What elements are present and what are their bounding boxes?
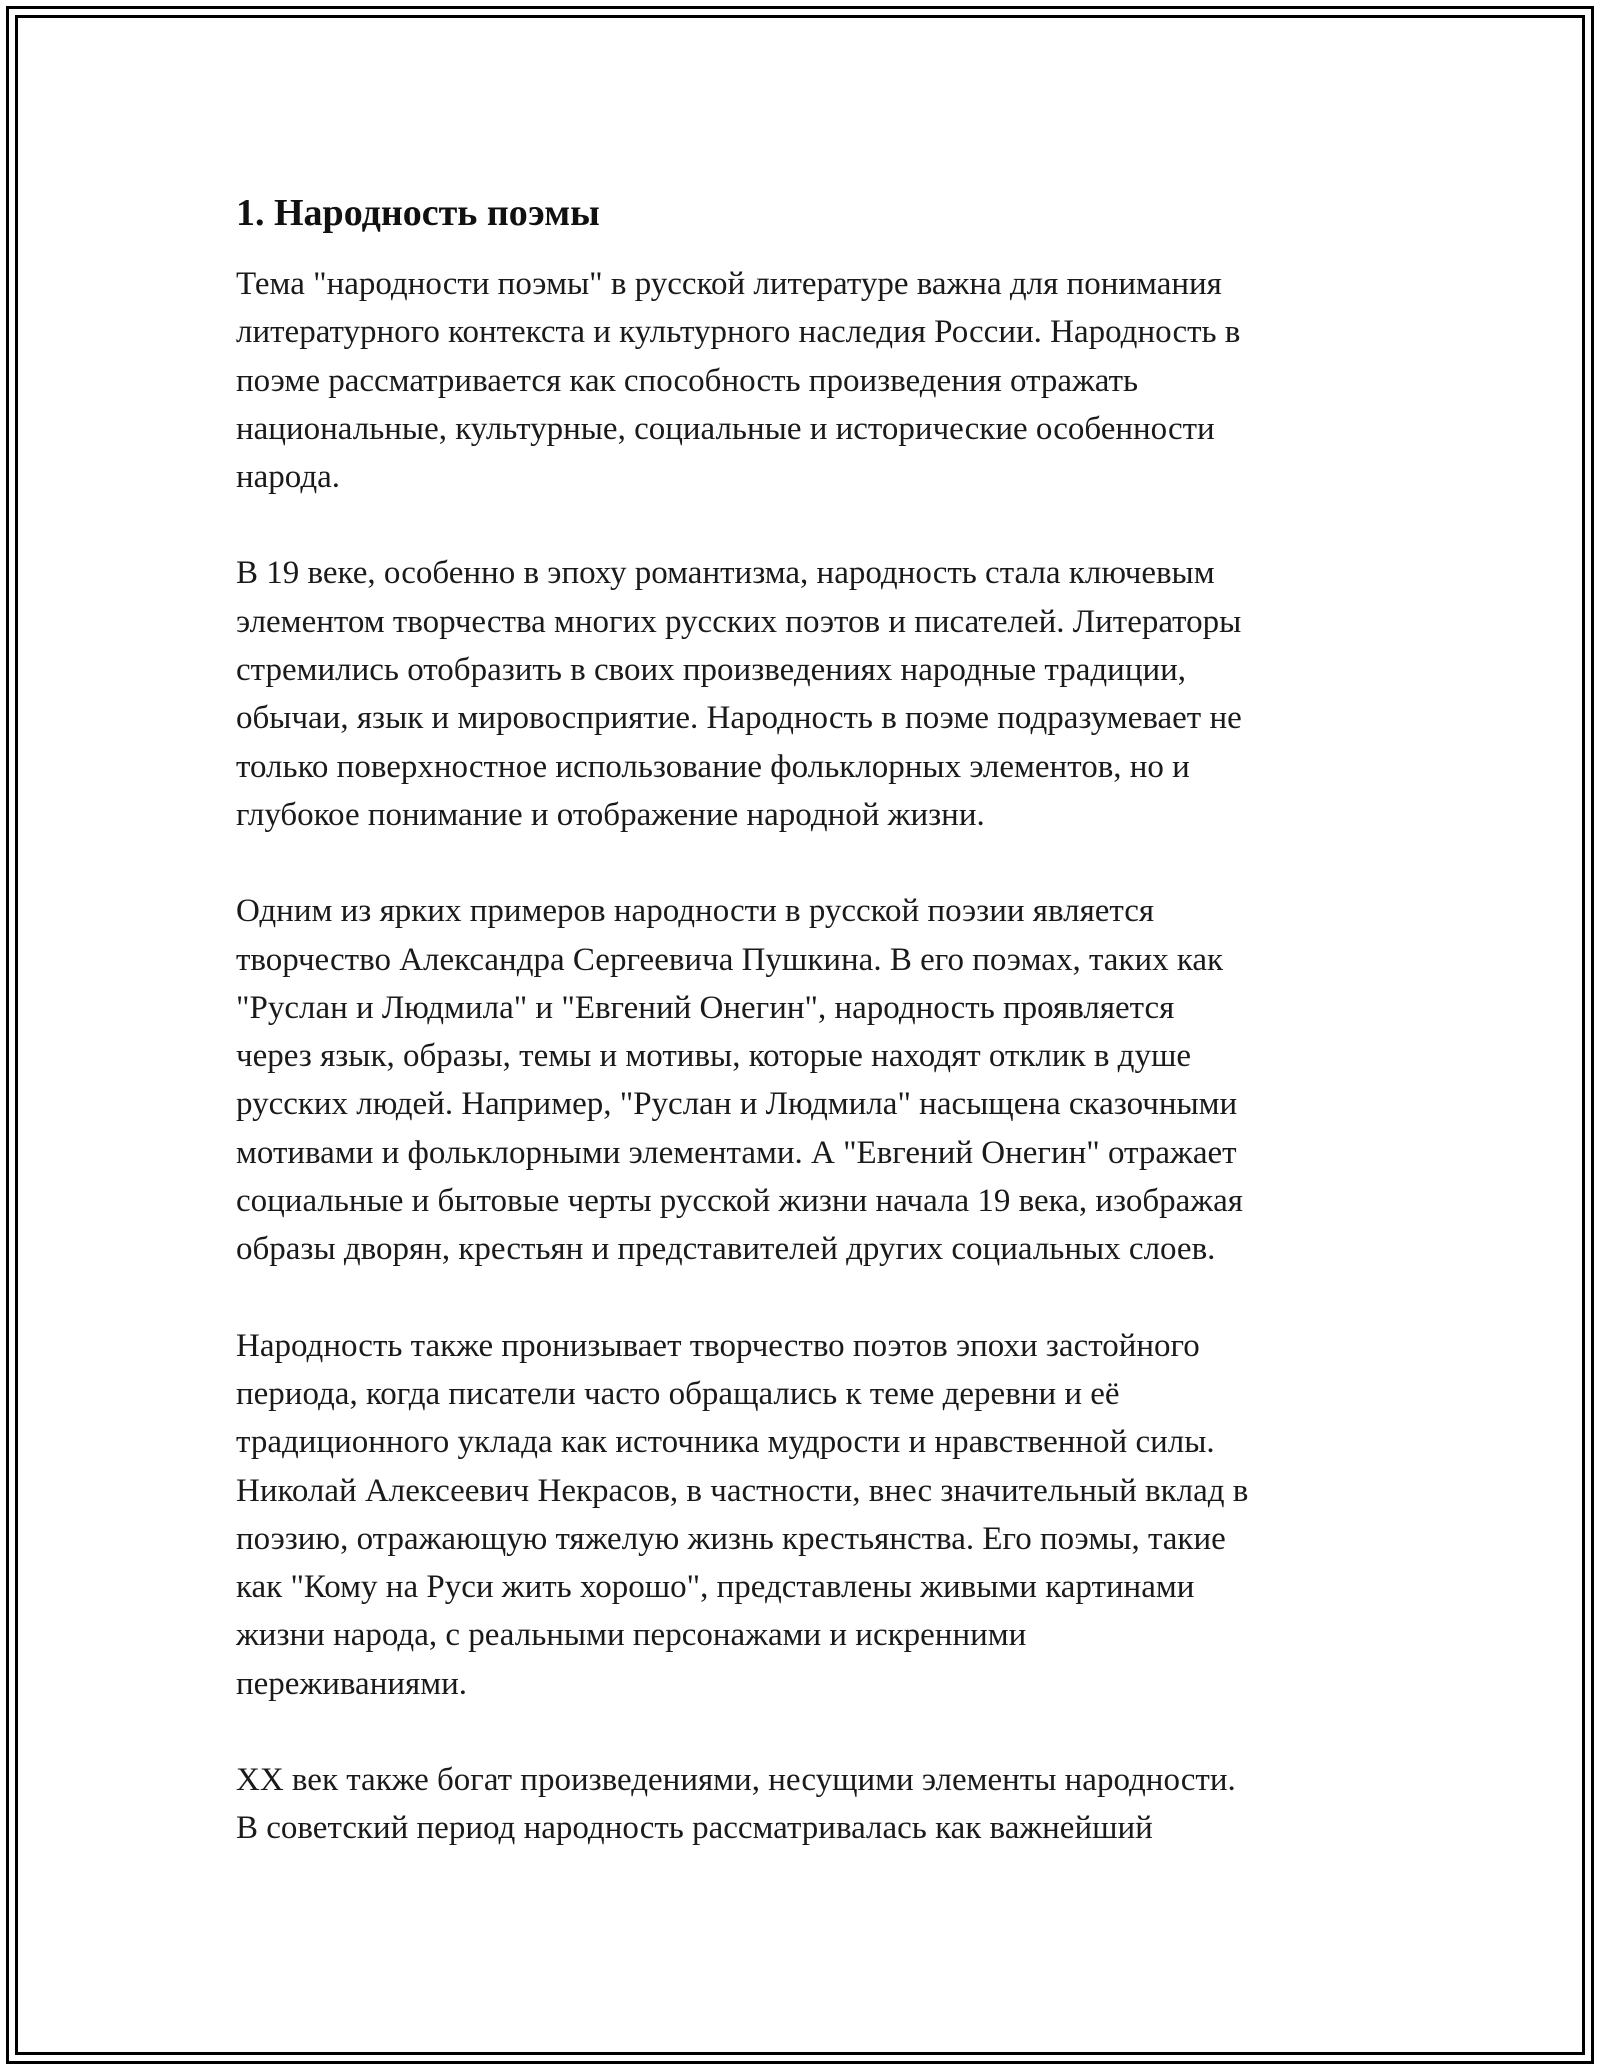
document-body: [236, 188, 1396, 1901]
text-line: XX век также богат произведениями, несущими элементы народности.: [236, 1762, 1236, 1799]
text-line: социальные и бытовые черты русской жизни начала 19 века, изображая: [236, 1183, 1243, 1220]
text-line: элементом творчества многих русских поэтов и писателей. Литераторы: [236, 603, 1242, 640]
text-line: переживаниями.: [236, 1665, 467, 1702]
text-line: жизни народа, с реальными персонажами и искренними: [236, 1617, 1027, 1654]
text-line: образы дворян, крестьян и представителей других социальных слоев.: [236, 1231, 1216, 1268]
text-line: "Руслан и Людмила" и "Евгений Онегин", народность проявляется: [236, 989, 1175, 1026]
paragraph-5: [236, 1756, 1396, 1853]
text-line: глубокое понимание и отображение народной жизни.: [236, 796, 985, 833]
text-line: обычаи, язык и мировосприятие. Народность в поэме подразумевает не: [236, 700, 1242, 737]
text-line: В советский период народность рассматривалась как важнейший: [236, 1810, 1153, 1847]
text-line: как "Кому на Руси жить хорошо", представлены живыми картинами: [236, 1569, 1195, 1606]
text-line: только поверхностное использование фольклорных элементов, но и: [236, 748, 1190, 785]
text-line: литературного контекста и культурного наследия России. Народность в: [236, 314, 1241, 351]
text-line: Николай Алексеевич Некрасов, в частности, внес значительный вклад в: [236, 1472, 1249, 1509]
text-line: Тема "народности поэмы" в русской литературе важна для понимания: [236, 266, 1222, 302]
text-line: поэзию, отражающую тяжелую жизнь крестьянства. Его поэмы, такие: [236, 1520, 1226, 1557]
paragraph-3: [236, 887, 1396, 1273]
paragraph-4: [236, 1322, 1396, 1708]
paragraph-1: [236, 260, 1396, 501]
text-line: русских людей. Например, "Руслан и Людмила" насыщена сказочными: [236, 1086, 1238, 1123]
text-line: периода, когда писатели часто обращались к теме деревни и её: [236, 1375, 1120, 1412]
text-line: стремились отобразить в своих произведениях народные традиции,: [236, 652, 1187, 689]
text-line: Народность также пронизывает творчество поэтов эпохи застойного: [236, 1327, 1200, 1364]
text-line: мотивами и фольклорными элементами. А "Евгений Онегин" отражает: [236, 1134, 1237, 1171]
section-heading: 1. Народность поэмы: [236, 192, 600, 234]
text-line: народа.: [236, 459, 341, 496]
text-line: через язык, образы, темы и мотивы, которые находят отклик в душе: [236, 1038, 1192, 1075]
text-line: Одним из ярких примеров народности в русской поэзии является: [236, 893, 1155, 930]
text-line: поэме рассматривается как способность произведения отражать: [236, 362, 1139, 399]
text-line: традиционного уклада как источника мудрости и нравственной силы.: [236, 1424, 1215, 1461]
paragraph-2: [236, 549, 1396, 839]
text-line: В 19 веке, особенно в эпоху романтизма, народность стала ключевым: [236, 555, 1215, 592]
text-line: национальные, культурные, социальные и исторические особенности: [236, 410, 1215, 447]
text-line: творчество Александра Сергеевича Пушкина. В его поэмах, таких как: [236, 941, 1224, 978]
